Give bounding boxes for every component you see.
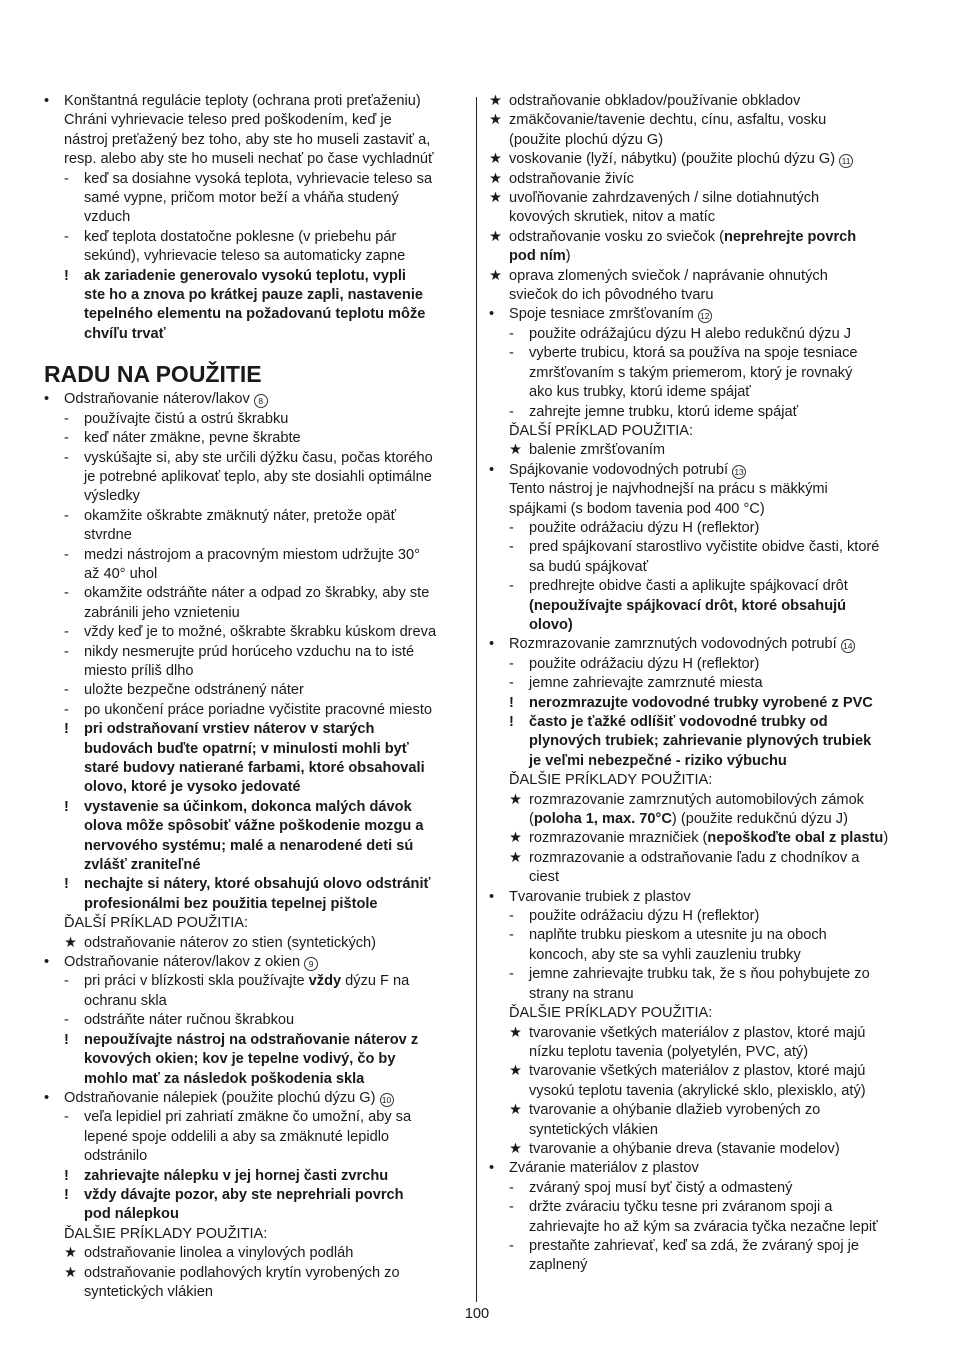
dash-text: zahrievajte ho až kým sa zváracia tyčka nezačne lepiť — [529, 1218, 878, 1235]
dash-marker: - — [509, 1199, 514, 1216]
dash-text: uložte bezpečne odstránený náter — [84, 682, 304, 699]
dash-text: odstránilo — [84, 1148, 148, 1165]
dash-marker: - — [64, 682, 69, 699]
figure-ref-number: 12 — [698, 309, 712, 323]
example-text: vysokú teplotu tavenia (akrylické sklo, plexisklo, atý) — [529, 1082, 866, 1099]
example-text: rozmrazovanie a odstraňovanie ľadu z chodníkov a — [529, 849, 860, 866]
dash-text: zabránili jeho vznieteniu — [84, 604, 240, 621]
example-text: ( — [529, 811, 534, 828]
dash-marker: - — [509, 1179, 514, 1196]
dash-marker: - — [509, 519, 514, 536]
warning-text: olova môže spôsobiť vážne poškodenie mozgu a — [84, 818, 424, 835]
example-text: odstraňovanie živíc — [509, 170, 634, 187]
dash-text: sekúnd), vyhrievacie teleso sa automaticky zapne — [84, 248, 406, 265]
bullet-item-plastic-welding — [489, 1159, 913, 1275]
star-marker: ★ — [509, 442, 523, 459]
examples-label: ĎALŠIE PRÍKLADY POUŽITIA: — [509, 1005, 713, 1022]
bullet-item-temperature-regulation — [44, 92, 468, 344]
dash-marker: - — [509, 403, 514, 420]
dash-marker: - — [64, 1012, 69, 1029]
dash-text: koncoch, aby ste sa vyhli zauzleniu trubky — [529, 946, 801, 963]
figure-ref-number: 10 — [380, 1093, 394, 1107]
emphasis-text: vždy — [308, 973, 342, 990]
dash-marker: - — [64, 410, 69, 427]
star-marker: ★ — [509, 830, 523, 847]
warning-text: pod nálepkou — [84, 1206, 179, 1223]
example-text: (použite plochú dýzu G) — [509, 131, 664, 148]
emphasis-text: (nepoužívajte spájkovací drôt, ktoré obsahujú — [529, 597, 847, 614]
dash-marker: - — [509, 345, 514, 362]
star-marker: ★ — [64, 934, 78, 951]
example-text: odstraňovanie obkladov/používanie obkladov — [509, 93, 801, 109]
dash-marker: - — [509, 675, 514, 692]
warning-text: pri odstraňovaní vrstiev náterov v starých — [84, 721, 375, 738]
dash-text: lepené spoje oddelili a aby sa zmäknuté lepidlo — [84, 1128, 390, 1145]
section-heading: RADU NA POUŽITIE — [44, 361, 262, 388]
dash-text: keď sa dosiahne vysoká teplota, vyhrievacie teleso sa — [84, 170, 433, 187]
warning-text: vystavenie sa účinkom, dokonca malých dávok — [84, 798, 412, 815]
dash-marker: - — [64, 701, 69, 718]
dash-text: použite odrážaciu dýzu H (reflektor) — [529, 908, 760, 925]
dash-marker: - — [64, 449, 69, 466]
example-text: tvarovanie a ohýbanie dreva (stavanie modelov) — [529, 1140, 840, 1157]
dash-text: zváraný spoj musí byť čistý a odmastený — [529, 1179, 793, 1196]
warning-text: staré budovy natierané farbami, ktoré obsahovali — [84, 760, 425, 776]
bullet-marker: • — [44, 1089, 50, 1106]
dash-marker: - — [64, 546, 69, 563]
dash-text: je potrebné aplikovať teplo, aby ste dosiahli optimálne — [84, 468, 432, 485]
dash-text: zahrejte jemne trubku, ktorú ideme spájať — [529, 403, 799, 420]
dash-text: nikdy nesmerujte prúd horúceho vzduchu na to isté — [84, 643, 415, 660]
dash-marker: - — [509, 927, 514, 944]
star-marker: ★ — [489, 228, 503, 245]
dash-text: pred spájkovaní starostlivo vyčistite obidve časti, ktoré — [529, 539, 880, 556]
bullet-marker: • — [489, 636, 495, 653]
warning-text: nechajte si nátery, ktoré obsahujú olovo odstrániť — [84, 876, 431, 893]
dash-text: zmršťovaním s takým priemerom, ktorý je rovnaký — [529, 364, 853, 381]
example-text: nízku teplotu tavenia (polyetylén, PVC, atý) — [529, 1043, 809, 1060]
dash-marker: - — [64, 228, 69, 245]
bullet-item-shrink-joints — [489, 305, 913, 460]
examples-label: ĎALŠIE PRÍKLADY POUŽITIA: — [509, 772, 713, 789]
bullet-marker: • — [489, 461, 495, 478]
dash-text: vždy keď je to možné, oškrabte škrabku kúskom dreva — [84, 624, 437, 641]
dash-marker: - — [509, 1237, 514, 1254]
dash-text: až 40° uhol — [84, 565, 158, 582]
example-text: rozmrazovanie zamrznutých automobilových zámok — [529, 791, 864, 808]
bullet-marker: • — [489, 306, 495, 323]
dash-text: strany na stranu — [529, 985, 634, 1002]
dash-marker: - — [64, 1109, 69, 1126]
star-marker: ★ — [489, 190, 503, 207]
example-text: sviečok do ich pôvodného tvaru — [509, 287, 714, 304]
example-text: tvarovanie a ohýbanie dlažieb vyrobených zo — [529, 1102, 821, 1119]
sticker-examples-continued — [489, 92, 913, 305]
dash-text: vyberte trubicu, ktorá sa používa na spoje tesniace — [529, 345, 858, 362]
warning-text: profesionálmi bez použitia tepelnej pištole — [84, 895, 378, 912]
dash-marker: - — [64, 585, 69, 602]
warning-marker: ! — [64, 1031, 69, 1048]
bullet-item-paint-removal — [44, 390, 468, 953]
dash-marker: - — [64, 624, 69, 641]
bullet-item-soldering — [489, 461, 913, 636]
dash-marker: - — [64, 643, 69, 660]
desc-line: nástroj preťažený bez toho, aby ste ho museli zastaviť a, — [64, 131, 431, 148]
warning-text: budovách buďte opatrní; v minulosti mohli byť — [84, 740, 409, 757]
bullet-marker: • — [44, 391, 50, 408]
warning-text: plynových trubiek; zahrievanie plynových trubiek — [529, 733, 872, 750]
warning-marker: ! — [64, 798, 69, 815]
warning-text: zahrievajte nálepku v jej hornej časti zvrchu — [84, 1167, 389, 1184]
warning-text: nepoužívajte nástroj na odstraňovanie náterov z — [84, 1031, 419, 1048]
dash-text: výsledky — [84, 488, 140, 505]
example-text: voskovanie (lyží, nábytku) (použite plochú dýzu G) — [509, 151, 836, 168]
star-marker: ★ — [509, 791, 523, 808]
star-marker: ★ — [489, 151, 503, 168]
dash-text: ako kus trubky, ktorú ideme spájať — [529, 384, 751, 401]
warning-marker: ! — [64, 721, 69, 738]
warning-marker: ! — [509, 714, 514, 730]
example-text: balenie zmršťovaním — [529, 442, 666, 459]
dash-text: použite odrážaciu dýzu H (reflektor) — [529, 519, 760, 536]
warning-marker: ! — [64, 1167, 69, 1184]
warning-text: tepelného elementu na požadovanú teplotu môže — [84, 306, 426, 323]
example-text: ) — [883, 830, 889, 847]
warning-text: nerozmrazujte vodovodné trubky vyrobené z PVC — [529, 694, 873, 711]
example-text: ciest — [529, 869, 560, 886]
bullet-text: Spájkovanie vodovodných potrubí — [509, 461, 729, 478]
desc-line: Tento nástroj je najvhodnejší na prácu s mäkkými — [509, 481, 828, 498]
example-text: odstraňovanie podlahových krytín vyrobených zo — [84, 1264, 400, 1281]
dash-text: vzduch — [84, 209, 131, 226]
desc-line: Chráni vyhrievacie teleso pred poškodením, keď je — [64, 112, 392, 129]
examples-label: ĎALŠÍ PRÍKLAD POUŽITIA: — [64, 915, 249, 932]
dash-marker: - — [509, 578, 514, 595]
star-marker: ★ — [64, 1245, 78, 1262]
example-text: tvarovanie všetkých materiálov z plastov, ktoré majú — [529, 1024, 866, 1041]
star-marker: ★ — [509, 849, 523, 866]
bullet-text: Spoje tesniace zmršťovaním — [509, 306, 694, 323]
left-column — [44, 92, 468, 1302]
right-column — [489, 92, 913, 1276]
dash-text: jemne zahrievajte trubku tak, že s ňou pohybujete zo — [529, 966, 870, 983]
warning-text: kovových okien; kov je tepelne vodivý, čo by — [84, 1051, 396, 1068]
warning-marker: ! — [64, 267, 69, 284]
examples-label: ĎALŠIE PRÍKLADY POUŽITIA: — [64, 1225, 268, 1242]
star-marker: ★ — [509, 1024, 523, 1041]
dash-marker: - — [64, 170, 69, 187]
dash-text: použite odrážaciu dýzu H (reflektor) — [529, 655, 760, 672]
warning-text: ste ho a znova po krátkej pauze zapli, nastavenie — [84, 287, 424, 304]
bullet-text: Zváranie materiálov z plastov — [509, 1160, 699, 1177]
examples-label: ĎALŠÍ PRÍKLAD POUŽITIA: — [509, 422, 694, 439]
dash-marker: - — [509, 966, 514, 983]
warning-marker: ! — [64, 1186, 69, 1203]
bullet-text: Odstraňovanie nálepiek (použite plochú dýzu G) — [64, 1089, 376, 1106]
dash-text: miesto príliš dlho — [84, 662, 194, 679]
warning-text: vždy dávajte pozor, aby ste neprehriali povrch — [84, 1186, 404, 1203]
dash-text: sa budú spájkovať — [529, 558, 649, 575]
bullet-text: Tvarovanie trubiek z plastov — [509, 888, 691, 905]
dash-marker: - — [509, 325, 514, 342]
dash-marker: - — [509, 655, 514, 672]
column-divider — [476, 97, 477, 1302]
dash-text: pri práci v blízkosti skla používajte — [84, 973, 309, 990]
figure-ref-number: 11 — [839, 154, 853, 168]
dash-text: naplňte trubku pieskom a utesnite ju na oboch — [529, 927, 827, 944]
emphasis-text: poloha 1, max. 70°C — [533, 811, 672, 828]
warning-text: nervového systému; malé a nenarodené deti sú — [84, 837, 414, 854]
warning-text: často je ťažké odlíšiť vodovodné trubky od — [529, 714, 828, 730]
dash-text: veľa lepidiel pri zahriatí zmäkne čo umožní, aby sa — [84, 1109, 412, 1126]
example-text: oprava zlomených sviečok / naprávanie ohnutých — [509, 267, 828, 284]
star-marker: ★ — [489, 112, 503, 129]
dash-text: prestaňte zahrievať, keď sa zdá, že zváraný spoj je — [529, 1237, 859, 1254]
warning-text: zvlášť zraniteľné — [84, 857, 201, 874]
star-marker: ★ — [509, 1063, 523, 1080]
dash-marker: - — [509, 908, 514, 925]
figure-ref-number: 8 — [254, 394, 268, 408]
dash-text: použite odrážajúcu dýzu H alebo redukčnú dýzu J — [529, 325, 852, 342]
warning-text: je veľmi nebezpečné - riziko výbuchu — [529, 752, 787, 769]
dash-text: jemne zahrievajte zamrznuté miesta — [529, 675, 763, 692]
figure-ref-number: 14 — [841, 639, 855, 653]
warning-text: olovo, ktoré je vysoko jedovaté — [84, 779, 301, 796]
dash-text: samé vypne, pričom motor beží a vháňa studený — [84, 190, 399, 207]
bullet-text: Rozmrazovanie zamrznutých vodovodných potrubí — [509, 636, 837, 653]
dash-text: po ukončení práce poriadne vyčistite pracovné miesto — [84, 701, 433, 718]
bullet-item-sticker-removal — [44, 1089, 468, 1302]
example-text: rozmrazovanie mrazničiek ( — [529, 830, 708, 847]
star-marker: ★ — [509, 1102, 523, 1119]
example-text: odstraňovanie vosku zo sviečok ( — [509, 228, 724, 245]
star-marker: ★ — [64, 1264, 78, 1281]
dash-text: stvrdne — [84, 527, 132, 544]
dash-text: keď náter zmäkne, pevne škrabte — [84, 430, 301, 447]
dash-marker: - — [64, 973, 69, 990]
emphasis-text: nepoškoďte obal z plastu — [707, 830, 884, 847]
dash-text: medzi nástrojom a pracovným miestom udržujte 30° — [84, 546, 420, 563]
star-marker: ★ — [489, 170, 503, 187]
desc-line: resp. alebo aby ste ho museli nechať po čase vychladnúť — [64, 151, 434, 168]
bullet-text: Odstraňovanie náterov/lakov — [64, 391, 250, 408]
dash-text: keď teplota dostatočne poklesne (v priebehu pár — [84, 228, 397, 245]
emphasis-text: neprehrejte povrch — [723, 228, 857, 245]
dash-text: odstráňte náter ručnou škrabkou — [84, 1012, 295, 1029]
bullet-item-plastic-tubes — [489, 888, 913, 1160]
example-text: odstraňovanie náterov zo stien (syntetických) — [84, 934, 377, 951]
desc-line: spájkami (s bodom tavenia pod 400 °C) — [509, 500, 765, 517]
example-text: syntetických vlákien — [84, 1283, 213, 1300]
dash-text: držte zváraciu tyčku tesne pri zváranom spoji a — [529, 1199, 833, 1216]
dash-marker: - — [64, 507, 69, 524]
dash-text: používajte čistú a ostrú škrabku — [84, 410, 289, 427]
example-text: zmäkčovanie/tavenie dechtu, cínu, asfaltu, vosku — [509, 112, 827, 129]
example-text: kovových skrutiek, nitov a matíc — [509, 209, 716, 226]
bullet-text: Konštantná regulácie teploty (ochrana proti preťaženiu) — [64, 93, 421, 109]
dash-text: okamžite oškrabte zmäknutý náter, pretože opäť — [84, 507, 397, 524]
emphasis-text: pod ním — [509, 248, 566, 265]
example-text: ) — [565, 248, 571, 265]
warning-text: mohlo mať za následok poškodenia skla — [84, 1070, 365, 1087]
bullet-marker: • — [44, 954, 50, 971]
warning-text: ak zariadenie generovalo vysokú teplotu, vypli — [84, 267, 406, 284]
dash-text: vyskúšajte si, aby ste určili dýžku času, počas ktorého — [84, 449, 433, 466]
star-marker: ★ — [489, 93, 503, 109]
warning-marker: ! — [64, 876, 69, 893]
warning-marker: ! — [509, 694, 514, 711]
example-text: odstraňovanie linolea a vinylových podláh — [84, 1245, 354, 1262]
dash-text: zaplnený — [529, 1257, 588, 1274]
figure-ref-number: 9 — [304, 957, 318, 971]
star-marker: ★ — [509, 1140, 523, 1157]
dash-marker: - — [64, 430, 69, 447]
bullet-marker: • — [44, 93, 50, 109]
dash-text: ochranu skla — [84, 992, 167, 1009]
bullet-marker: • — [489, 1160, 495, 1177]
warning-text: chvíľu trvať — [84, 325, 166, 342]
bullet-item-window-paint-removal — [44, 953, 468, 1089]
bullet-item-thawing-pipes — [489, 635, 913, 887]
bullet-text: Odstraňovanie náterov/lakov z okien — [64, 954, 301, 971]
emphasis-text: olovo) — [529, 616, 573, 633]
example-text: uvoľňovanie zahrdzavených / silne dotiahnutých — [509, 190, 820, 207]
dash-marker: - — [509, 539, 514, 556]
dash-text: okamžite odstráňte náter a odpad zo škrabky, aby ste — [84, 585, 430, 602]
star-marker: ★ — [489, 267, 503, 284]
page-number: 100 — [464, 1306, 490, 1322]
example-text: tvarovanie všetkých materiálov z plastov, ktoré majú — [529, 1063, 866, 1080]
example-text: ) (použite redukčnú dýzu J) — [671, 811, 848, 828]
figure-ref-number: 13 — [732, 465, 746, 479]
dash-text: predhrejte obidve časti a aplikujte spájkovací drôt — [529, 578, 848, 595]
example-text: syntetických vlákien — [529, 1121, 658, 1138]
bullet-marker: • — [489, 888, 495, 905]
dash-text: dýzu F na — [341, 973, 410, 990]
